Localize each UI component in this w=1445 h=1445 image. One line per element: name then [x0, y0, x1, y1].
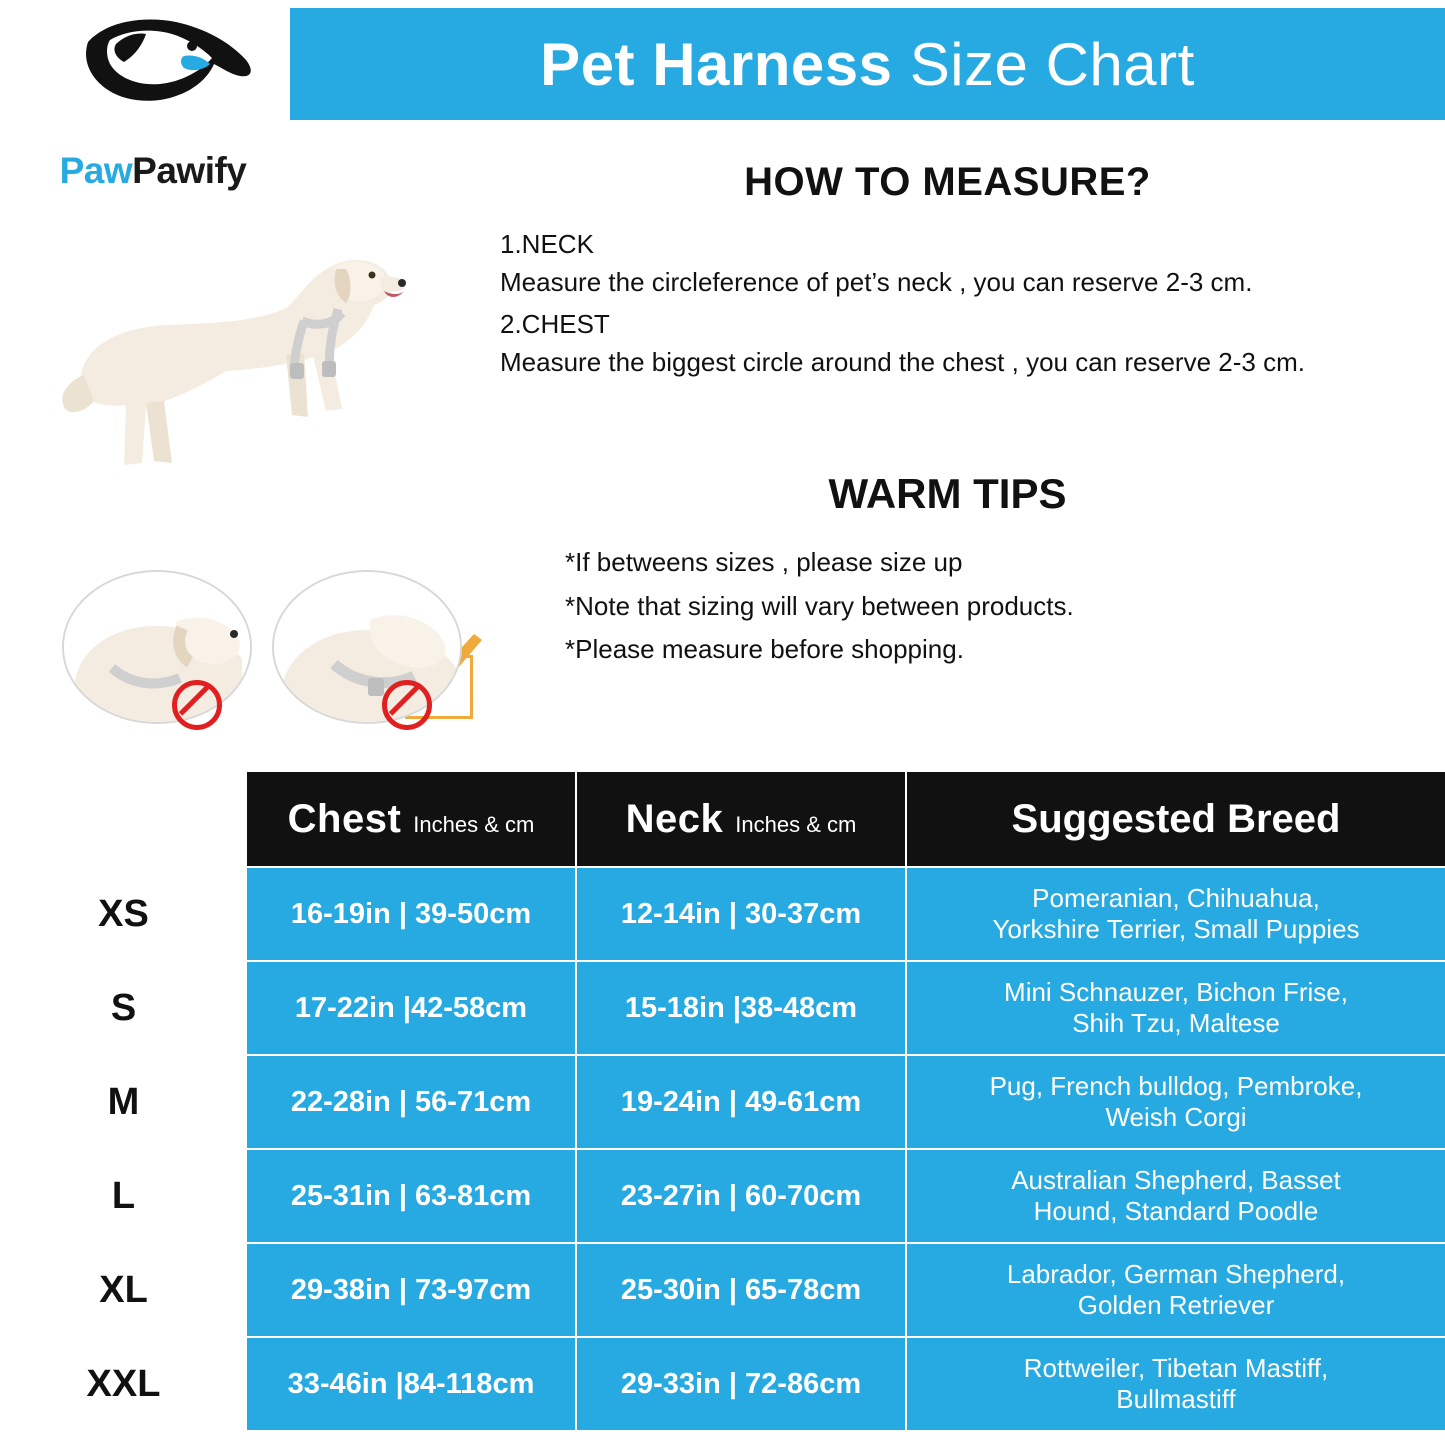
row-chest-xxl: 33-46in |84-118cm [246, 1337, 576, 1431]
header-banner [290, 8, 1445, 120]
table-row [1, 1243, 1445, 1337]
warm-tip-3: *Please measure before shopping. [565, 634, 964, 665]
row-chest-xs: 16-19in | 39-50cm [246, 867, 576, 961]
row-chest-xl: 29-38in | 73-97cm [246, 1243, 576, 1337]
neck-step-label: 1.NECK [500, 229, 594, 259]
dog-photo-correct [50, 235, 410, 525]
row-size-xxl: XXL [1, 1337, 246, 1431]
header-neck-main: Neck [625, 796, 724, 841]
row-breed-l-line2: Hound, Standard Poodle [1033, 1196, 1319, 1226]
brand-name [22, 150, 284, 192]
dog-head-icon [80, 16, 260, 126]
row-breed-xxl-line1: Rottweiler, Tibetan Mastiff, [1023, 1352, 1329, 1383]
brand-name-part1: Paw [59, 150, 133, 191]
page-title-light: Size Chart [909, 30, 1195, 98]
dog-illustration [20, 225, 460, 735]
row-size-l: L [1, 1149, 246, 1243]
header-chest-sub: Inches & cm [413, 811, 535, 837]
table-row [1, 1055, 1445, 1149]
row-neck-xxl: 29-33in | 72-86cm [576, 1337, 906, 1431]
row-breed-xs-line2: Yorkshire Terrier, Small Puppies [992, 914, 1360, 944]
header-chest-main: Chest [287, 796, 402, 841]
row-chest-s: 17-22in |42-58cm [246, 961, 576, 1055]
table-row [1, 1149, 1445, 1243]
chest-step-text: Measure the biggest circle around the chest , you can reserve 2-3 cm. [500, 346, 1305, 377]
how-to-measure-title: HOW TO MEASURE? [744, 160, 1151, 204]
size-chart-table [0, 770, 1445, 1432]
table-row [1, 961, 1445, 1055]
row-size-xl: XL [1, 1243, 246, 1337]
row-size-xs: XS [1, 867, 246, 961]
row-neck-xs: 12-14in | 30-37cm [576, 867, 906, 961]
row-breed-xxl-line2: Bullmastiff [1116, 1384, 1236, 1414]
warm-tips-title: WARM TIPS [828, 470, 1067, 517]
row-breed-s-line2: Shih Tzu, Maltese [1072, 1008, 1280, 1038]
table-row [1, 1337, 1445, 1431]
dog-photo-incorrect-left [62, 570, 252, 724]
table-header-row [1, 771, 1445, 867]
row-breed-xxl [906, 1337, 1445, 1431]
header-breed [906, 771, 1445, 867]
page-title-bold: Pet Harness [540, 30, 893, 98]
row-size-m: M [1, 1055, 246, 1149]
prohibited-icon-left [172, 680, 222, 730]
row-breed-xs [906, 867, 1445, 961]
row-breed-xl-line1: Labrador, German Shepherd, [1006, 1258, 1346, 1289]
row-breed-s [906, 961, 1445, 1055]
row-breed-m-line2: Weish Corgi [1105, 1102, 1247, 1132]
how-to-measure-section [460, 160, 1435, 388]
header-breed-label: Suggested Breed [1011, 796, 1341, 841]
row-neck-s: 15-18in |38-48cm [576, 961, 906, 1055]
row-chest-l: 25-31in | 63-81cm [246, 1149, 576, 1243]
table-row [1, 867, 1445, 961]
row-breed-xl-line2: Golden Retriever [1077, 1290, 1275, 1320]
brand-name-part2: Pawify [132, 150, 247, 191]
row-chest-m: 22-28in | 56-71cm [246, 1055, 576, 1149]
row-breed-xl [906, 1243, 1445, 1337]
row-neck-l: 23-27in | 60-70cm [576, 1149, 906, 1243]
row-breed-xs-line1: Pomeranian, Chihuahua, [1032, 882, 1320, 913]
warm-tip-2: *Note that sizing will vary between products. [565, 590, 1074, 621]
row-breed-m-line1: Pug, French bulldog, Pembroke, [989, 1070, 1363, 1101]
row-neck-xl: 25-30in | 65-78cm [576, 1243, 906, 1337]
row-breed-l [906, 1149, 1445, 1243]
size-chart-table-wrapper [0, 770, 1445, 1432]
chest-step-label: 2.CHEST [500, 308, 610, 339]
prohibited-icon-right [382, 680, 432, 730]
warm-tips-section [460, 470, 1435, 675]
header-size-blank [1, 771, 246, 867]
neck-step-text: Measure the circleference of pet’s neck , you can reserve 2-3 cm. [500, 267, 1253, 297]
page-title [540, 30, 1195, 99]
brand-logo [10, 10, 288, 190]
row-breed-s-line1: Mini Schnauzer, Bichon Frise, [1004, 976, 1348, 1007]
header-chest [246, 771, 576, 867]
row-neck-m: 19-24in | 49-61cm [576, 1055, 906, 1149]
header-neck [576, 771, 906, 867]
warm-tip-1: *If betweens sizes , please size up [565, 547, 963, 577]
row-size-s: S [1, 961, 246, 1055]
dog-photo-incorrect-right [272, 570, 462, 724]
row-breed-l-line1: Australian Shepherd, Basset [1011, 1164, 1341, 1195]
row-breed-m [906, 1055, 1445, 1149]
header-neck-sub: Inches & cm [735, 811, 857, 837]
